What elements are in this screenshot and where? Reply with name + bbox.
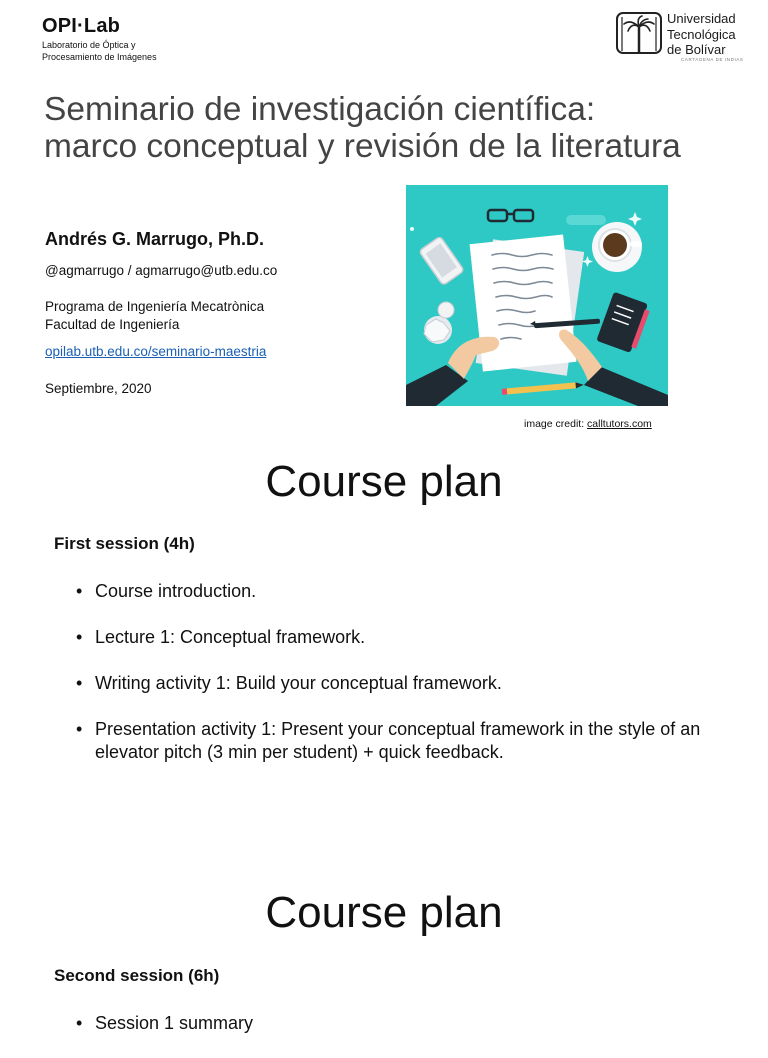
faculty-name: Facultad de Ingeniería	[45, 317, 180, 332]
list-item: • Writing activity 1: Build your conceptual framework.	[76, 672, 716, 695]
image-credit-link[interactable]: calltutors.com	[587, 418, 652, 430]
list-item: • Course introduction.	[76, 580, 716, 603]
slide2-item-list	[76, 580, 716, 787]
presentation-title: Seminario de investigación científica: marco conceptual y revisión de la literatura	[44, 91, 681, 165]
author-name: Andrés G. Marrugo, Ph.D.	[45, 229, 265, 249]
course-website-link[interactable]: opilab.utb.edu.co/seminario-maestria	[45, 344, 267, 359]
university-line2: Tecnológica	[667, 26, 736, 42]
affiliation	[45, 298, 264, 334]
slide2-session-heading: First session (4h)	[54, 534, 195, 553]
opi-lab-logo: OPI·Lab	[42, 15, 121, 37]
writing-desk-illustration	[406, 185, 668, 406]
lab-full-name	[42, 39, 157, 63]
slide3-item-list	[76, 1012, 716, 1058]
presentation-date: Septiembre, 2020	[45, 381, 152, 396]
university-city: CARTAGENA DE INDIAS	[681, 57, 744, 62]
list-item: • Session 1 summary	[76, 1012, 716, 1035]
author-contact: @agmarrugo / agmarrugo@utb.edu.co	[45, 263, 278, 278]
slide3-title: Course plan	[265, 888, 503, 937]
image-credit	[524, 418, 652, 430]
image-credit-label: image credit:	[524, 418, 588, 430]
university-line1: Universidad	[667, 11, 736, 26]
university-line3: de Bolívar	[667, 42, 726, 57]
slide3-session-heading: Second session (6h)	[54, 966, 220, 985]
lab-name-line2: Procesamiento de Imágenes	[42, 52, 157, 62]
program-name: Programa de Ingeniería Mecatrònica	[45, 299, 265, 314]
university-name	[667, 11, 736, 58]
lab-name-line1: Laboratorio de Óptica y	[42, 40, 136, 50]
slide2-title: Course plan	[265, 457, 503, 506]
list-item: • Presentation activity 1: Present your conceptual framework in the style of an elevator pitch (3 min per student) + quick feedback.	[76, 718, 716, 764]
list-item: • Lecture 1: Conceptual framework.	[76, 626, 716, 649]
